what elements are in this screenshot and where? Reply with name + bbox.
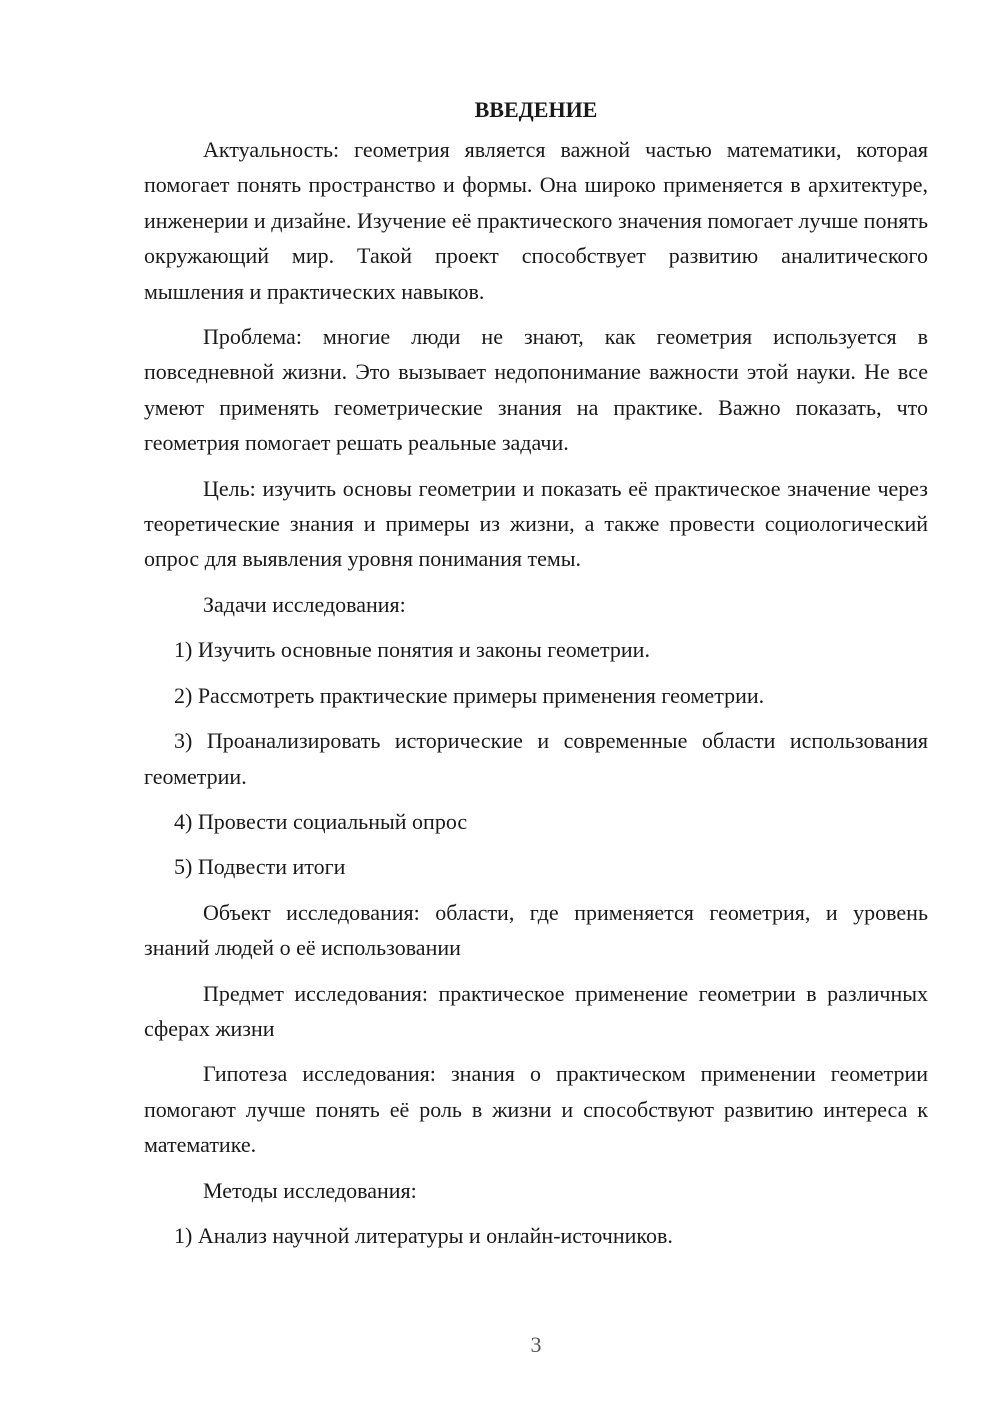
page-number: 3: [530, 1332, 542, 1357]
paragraph-object: Объект исследования: области, где применяется геометрия, и уровень знаний людей о её использовании: [144, 899, 928, 961]
list-item-task-4: 4) Провести социальный опрос: [174, 808, 468, 834]
section-title: ВВЕДЕНИЕ: [474, 97, 598, 122]
list-item-task-1: 1) Изучить основные понятия и законы геометрии.: [174, 637, 650, 663]
paragraph-methods-heading: Методы исследования:: [203, 1177, 417, 1203]
paragraph-problem: Проблема: многие люди не знают, как геометрия используется в повседневной жизни. Это вызывает недопонимание важности этой науки. Не все умеют применять геометрические знания на практике. Важно показать, что геометрия помогает решать реальные задачи.: [144, 324, 928, 456]
paragraph-goal: Цель: изучить основы геометрии и показать её практическое значение через теоретические знания и примеры из жизни, а также провести социологический опрос для выявления уровня понимания темы.: [144, 475, 928, 572]
paragraph-tasks-heading: Задачи исследования:: [203, 591, 406, 617]
page-content: [144, 92, 928, 1263]
paragraph-subject: Предмет исследования: практическое применение геометрии в различных сферах жизни: [144, 980, 928, 1041]
list-item-method-1: 1) Анализ научной литературы и онлайн-источников.: [174, 1222, 673, 1248]
list-item-task-2: 2) Рассмотреть практические примеры применения геометрии.: [174, 682, 765, 708]
list-item-task-5: 5) Подвести итоги: [174, 854, 346, 880]
paragraph-hypothesis: Гипотеза исследования: знания о практическом применении геометрии помогают лучше понять её роль в жизни и способствуют развитию интереса к математике.: [144, 1061, 928, 1158]
paragraph-relevance: Актуальность: геометрия является важной частью математики, которая помогает понять пространство и формы. Она широко применяется в архитектуре, инженерии и дизайне. Изучение её практического значения помогает лучше понять окружающий мир. Такой проект способствует развитию аналитического мышления и практических навыков.: [144, 137, 928, 304]
list-item-task-3: 3) Проанализировать исторические и современные области использования геометрии.: [144, 728, 928, 789]
